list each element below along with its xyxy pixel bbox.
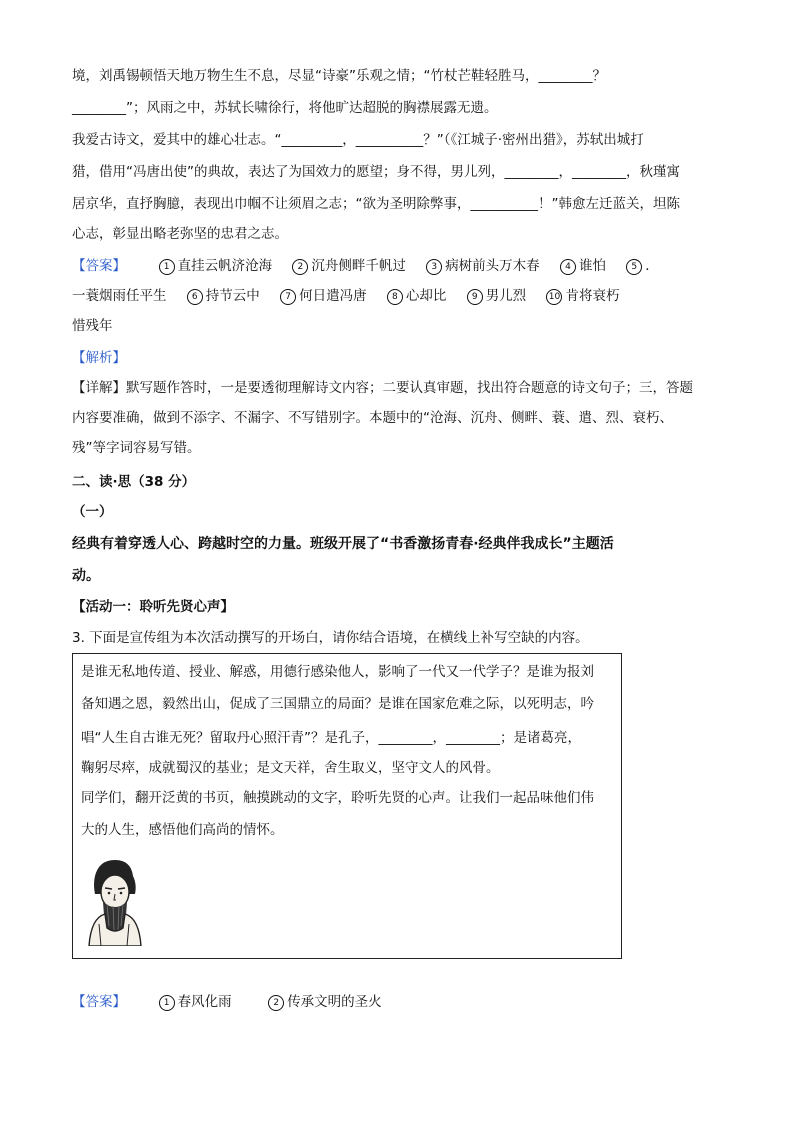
answer2-row <box>72 992 382 1012</box>
box-line6: 大的人生，感悟他们高尚的情怀。 <box>81 822 284 838</box>
answer-item: 1 直挂云帆济沧海 <box>159 258 273 274</box>
intro-line1: 经典有着穿透人心、跨越时空的力量。班级开展了“书香激扬青春·经典伴我成长”主题活 <box>72 536 614 552</box>
answer-item: 8 心却比 <box>387 288 447 304</box>
box-line5: 同学们，翻开泛黄的书页，触摸跳动的文字，聆听先贤的心声。让我们一起品味他们伟 <box>81 790 594 806</box>
answer1-row3: 惜残年 <box>72 318 113 334</box>
para1-line2: ________”；风雨之中，苏轼长啸徐行，将他旷达超脱的胸襟展露无遗。 <box>72 100 498 116</box>
para2-line3: 居京华，直抒胸臆，表现出巾帼不让须眉之志；“欲为圣明除弊事，__________！”韩愈左迁蓝关，坦陈 <box>72 196 680 212</box>
answer-item: 3 病树前头万木春 <box>426 258 540 274</box>
activity-heading: 【活动一：聆听先贤心声】 <box>72 599 234 615</box>
box-line2: 备知遇之恩，毅然出山，促成了三国鼎立的局面？是谁在国家危难之际，以死明志，吟 <box>81 696 594 712</box>
answer1-row1 <box>72 256 659 276</box>
answer-item: 7 何日遣冯唐 <box>280 288 367 304</box>
confucius-portrait-illustration <box>85 854 143 946</box>
box-line1: 是谁无私地传道、授业、解惑，用德行感染他人，影响了一代又一代学子？是谁为报刘 <box>81 664 594 680</box>
intro-line2: 动。 <box>72 568 100 584</box>
section-subtitle: （一） <box>72 504 113 520</box>
opening-text-box <box>72 653 622 959</box>
answer1-row2 <box>72 286 619 306</box>
analysis-line1: 【详解】默写题作答时，一是要透彻理解诗文内容；二要认真审题，找出符合题意的诗文句子；三，答题 <box>72 380 693 396</box>
analysis-line3: 残”等字词容易写错。 <box>72 440 201 456</box>
answer-item: 5 ． <box>626 258 659 274</box>
para2-line2: 猎，借用“冯唐出使”的典故，表达了为国效力的愿望；身不得，男儿列，________，________，秋瑾寓 <box>72 164 680 180</box>
answer-item-text: 一蓑烟雨任平生 <box>72 288 167 304</box>
box-line4: 鞠躬尽瘁，成就蜀汉的基业；是文天祥，舍生取义，坚守文人的风骨。 <box>81 760 500 776</box>
question-3: 3. 下面是宣传组为本次活动撰写的开场白，请你结合语境，在横线上补写空缺的内容。 <box>72 630 589 646</box>
answer-item: 9 男儿烈 <box>467 288 527 304</box>
answer-item: 6 持节云中 <box>187 288 260 304</box>
answer-item: 1 春风化雨 <box>159 994 232 1010</box>
para2-line1: 我爱古诗文，爱其中的雄心壮志。“_________，__________？”（《江城子·密州出猎》，苏轼出城打 <box>72 132 644 148</box>
answer-item: 4 谁怕 <box>560 258 606 274</box>
answer-label: 【答案】 <box>72 258 126 274</box>
answer-item: 10 肯将衰朽 <box>546 288 619 304</box>
analysis-label: 【解析】 <box>72 350 126 366</box>
answer-item: 2 沉舟侧畔千帆过 <box>292 258 406 274</box>
answer-label: 【答案】 <box>72 994 126 1010</box>
section-title: 二、读·思（38 分） <box>72 474 196 490</box>
para2-line4: 心志，彰显出略老弥坚的忠君之志。 <box>72 226 288 242</box>
analysis-line2: 内容要准确，做到不添字、不漏字、不写错别字。本题中的“沧海、沉舟、侧畔、蓑、遣、烈、衰朽、 <box>72 410 673 426</box>
answer-item: 2 传承文明的圣火 <box>268 994 382 1010</box>
box-line3: 唱“人生自古谁无死？留取丹心照汗青”？是孔子，________，________；是诸葛亮， <box>81 730 581 746</box>
para1-line1: 境，刘禹锡顿悟天地万物生生不息，尽显“诗豪”乐观之情；“竹杖芒鞋轻胜马，________？ <box>72 68 606 84</box>
